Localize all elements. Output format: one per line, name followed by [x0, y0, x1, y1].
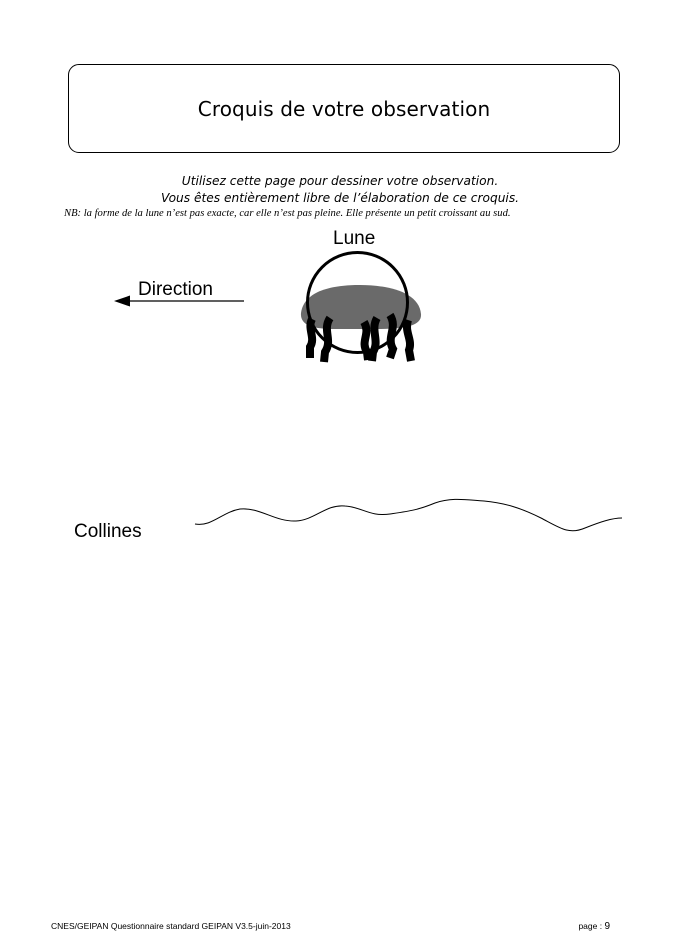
hills-line-icon [195, 499, 622, 530]
page-number: 9 [604, 921, 610, 932]
note-text: NB: la forme de la lune n’est pas exacte, car elle n’est pas pleine. Elle présente un petit croissant au sud. [64, 208, 511, 219]
page-title: Croquis de votre observation [197, 96, 491, 121]
moon-label: Lune [333, 228, 376, 249]
moon-icon [301, 253, 421, 363]
footer-left-text: CNES/GEIPAN Questionnaire standard GEIPAN V3.5-juin-2013 [51, 921, 291, 931]
page-label: page : [578, 921, 605, 931]
direction-label: Direction [138, 279, 213, 300]
instruction-line-1: Utilisez cette page pour dessiner votre observation. [181, 174, 499, 188]
footer-page-info [578, 921, 610, 932]
instruction-line-2: Vous êtes entièrement libre de l’élaboration de ce croquis. [160, 191, 520, 205]
hills-label: Collines [74, 521, 142, 542]
